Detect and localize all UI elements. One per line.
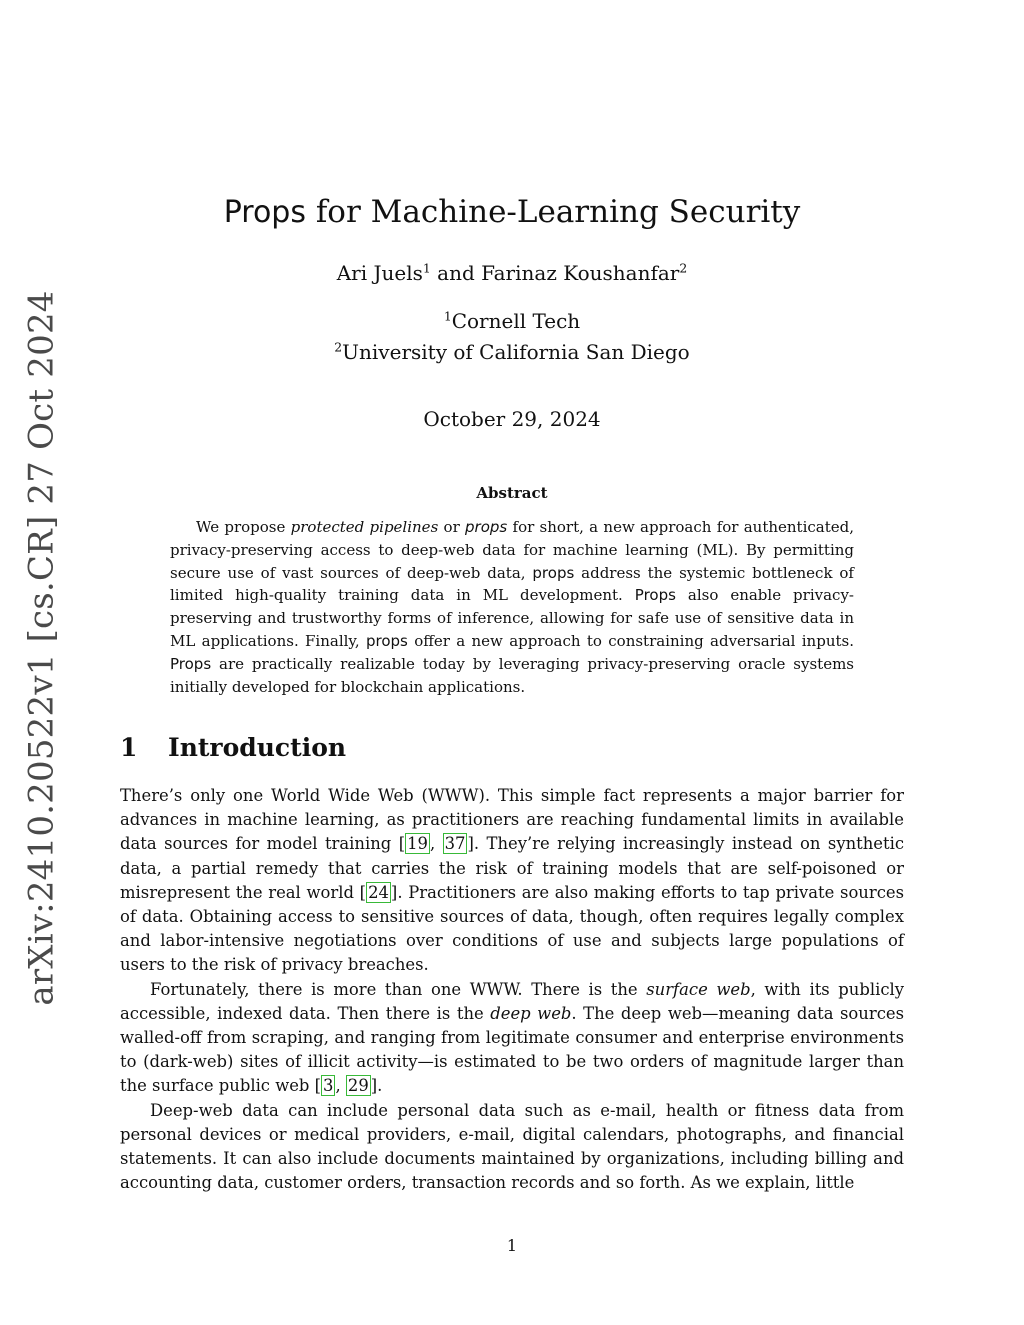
paragraph-run: ]. Practitioners are also making efforts to tap private sources of data. Obtaining access to sensitive sources of data, though, often requires legally complex and labor-intensive negotiations over conditions of use and subjects large populations of users to the risk of privacy breaches. (120, 882, 904, 975)
section-heading (120, 730, 904, 766)
paragraph-run: ]. They’re relying increasingly instead on synthetic data, a partial remedy that carries the risk of training models that are self-poisoned or misrepresent the real world [ (120, 834, 904, 902)
paragraph-run: , with its publicly accessible, indexed data. Then there is the (120, 979, 905, 1023)
affiliation-line (0, 306, 1024, 337)
abstract-system-name: Props (634, 586, 676, 605)
affiliation-line (0, 337, 1024, 368)
citation-link[interactable]: 24 (368, 882, 389, 902)
abstract-run: for short, a new approach for authenticated, privacy-preserving access to deep-web data for machine learning (ML). By permitting secure use of vast sources of deep-web data, (170, 518, 854, 582)
body-paragraph (120, 784, 904, 978)
affiliation-name: Cornell Tech (451, 309, 581, 333)
affiliation-marker: 2 (334, 339, 343, 355)
abstract-run: also enable privacy-preserving and trustworthy forms of inference, allowing for safe use of sensitive data in ML applications. Finally, (170, 586, 854, 650)
citation-link[interactable]: 29 (347, 1076, 369, 1096)
author-affiliation-marker: 1 (422, 260, 431, 276)
paragraph-emphasis: deep web (490, 1003, 572, 1023)
author-name: Ari Juels (336, 261, 423, 285)
paragraph-run: . The deep web—meaning data sources walled-off from scraping, and ranging from legitimate consumer and enterprise environments to (dark-web) sites of illicit activity—is estimated to be two orders of magnitude larger than the surface public web [ (120, 1003, 904, 1096)
section-title: Introduction (168, 733, 347, 762)
abstract-heading: Abstract (476, 484, 548, 502)
abstract-run: We propose (196, 518, 291, 536)
section-body (120, 784, 904, 1195)
paragraph-run: ]. (370, 1076, 383, 1096)
abstract-text (170, 516, 854, 698)
affiliation-list (0, 306, 1024, 368)
affiliation-name: University of California San Diego (342, 340, 690, 364)
abstract-run: or (438, 518, 466, 536)
abstract-run: are practically realizable today by leveraging privacy-preserving oracle systems initially developed for blockchain applications. (170, 654, 854, 696)
abstract-system-name: props (465, 518, 508, 536)
publication-date: October 29, 2024 (423, 407, 601, 431)
paragraph-run: , (335, 1076, 346, 1096)
paragraph-run: Fortunately, there is more than one WWW. There is the (150, 979, 647, 999)
page-number: 1 (506, 1236, 518, 1255)
title-rest: for Machine-Learning Security (315, 194, 801, 230)
abstract-system-name: props (532, 563, 575, 582)
affiliation-marker: 1 (443, 308, 452, 324)
abstract-run: offer a new approach to constraining adversarial inputs. (407, 631, 854, 650)
paragraph-emphasis: surface web (646, 979, 751, 999)
author-affiliation-marker: 2 (679, 260, 688, 276)
section-number: 1 (120, 733, 138, 762)
citation-link[interactable]: 3 (323, 1076, 334, 1096)
paragraph-run: There’s only one World Wide Web (WWW). This simple fact represents a major barrier for advances in machine learning, as practitioners are reaching fundamental limits in available data sources for model training [ (120, 786, 904, 854)
abstract-system-name: Props (170, 654, 212, 673)
abstract-system-name: props (366, 631, 408, 650)
author-list (0, 258, 1024, 288)
paper-title (0, 192, 1024, 233)
title-system-name: Props (223, 195, 306, 230)
body-paragraph (120, 978, 904, 1099)
abstract-run: address the systemic bottleneck of limited high-quality training data in ML development. (170, 563, 854, 605)
arxiv-identifier-text: arXiv:2410.20522v1 [cs.CR] 27 Oct 2024 (22, 289, 62, 1006)
author-name: Farinaz Koushanfar (481, 261, 680, 285)
citation-link[interactable]: 19 (407, 834, 428, 854)
author-conjunction: and (437, 261, 475, 285)
arxiv-identifier-sidebar (18, 289, 66, 1006)
body-paragraph: Deep-web data can include personal data such as e-mail, health or fitness data from personal devices or medical providers, e-mail, digital calendars, photographs, and financial statements. It can also include documents maintained by organizations, including billing and accounting data, customer orders, transaction records and so forth. As we explain, little (120, 1100, 904, 1193)
abstract-emphasis: protected pipelines (290, 518, 439, 536)
paragraph-run: , (429, 834, 443, 854)
citation-link[interactable]: 37 (444, 834, 466, 854)
